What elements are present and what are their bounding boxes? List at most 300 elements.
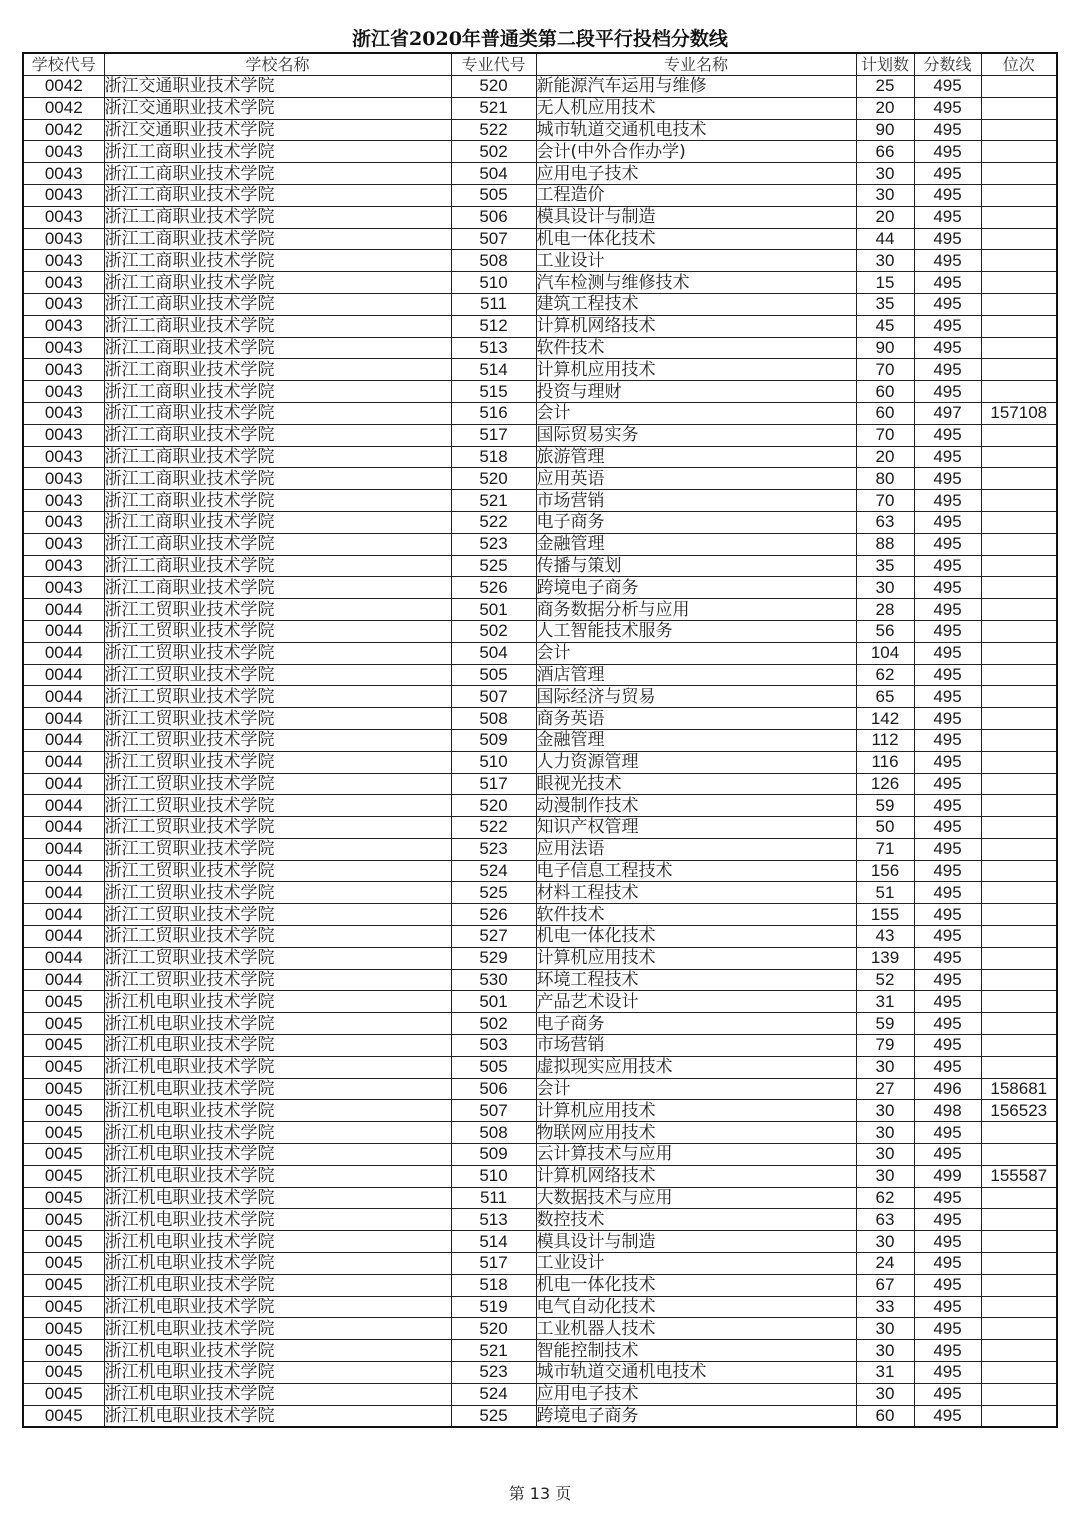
cell-school-code: 0045 (23, 991, 104, 1013)
cell-major-code: 525 (451, 1405, 536, 1427)
cell-major-code: 505 (451, 1056, 536, 1078)
cell-school-code: 0045 (23, 1165, 104, 1187)
table-row (23, 642, 1057, 664)
cell-school-name: 浙江机电职业技术学院 (104, 1100, 451, 1122)
cell-school-code: 0045 (23, 1253, 104, 1275)
cell-plan-count: 50 (856, 817, 914, 839)
cell-score-line: 495 (914, 1209, 981, 1231)
cell-school-name: 浙江工贸职业技术学院 (104, 642, 451, 664)
table-row (23, 184, 1057, 206)
table-row (23, 250, 1057, 272)
cell-rank: 158681 (981, 1078, 1057, 1100)
cell-major-code: 522 (451, 119, 536, 141)
cell-rank (981, 468, 1057, 490)
cell-school-code: 0045 (23, 1100, 104, 1122)
cell-major-code: 520 (451, 468, 536, 490)
cell-rank (981, 773, 1057, 795)
cell-rank: 156523 (981, 1100, 1057, 1122)
cell-rank (981, 1144, 1057, 1166)
cell-score-line: 495 (914, 904, 981, 926)
cell-school-code: 0042 (23, 119, 104, 141)
cell-plan-count: 15 (856, 272, 914, 294)
cell-major-name: 机电一体化技术 (536, 926, 856, 948)
cell-major-name: 会计 (536, 1078, 856, 1100)
cell-rank (981, 1405, 1057, 1427)
cell-school-name: 浙江工商职业技术学院 (104, 359, 451, 381)
cell-school-name: 浙江机电职业技术学院 (104, 1035, 451, 1057)
cell-major-name: 机电一体化技术 (536, 1274, 856, 1296)
cell-score-line: 495 (914, 1296, 981, 1318)
cell-score-line: 495 (914, 1035, 981, 1057)
cell-rank (981, 228, 1057, 250)
cell-major-name: 工业设计 (536, 1253, 856, 1275)
cell-major-name: 虚拟现实应用技术 (536, 1056, 856, 1078)
cell-rank (981, 1035, 1057, 1057)
table-row (23, 882, 1057, 904)
cell-major-name: 跨境电子商务 (536, 577, 856, 599)
table-row (23, 315, 1057, 337)
cell-major-name: 城市轨道交通机电技术 (536, 119, 856, 141)
score-table (22, 52, 1058, 1428)
cell-score-line: 495 (914, 250, 981, 272)
cell-school-code: 0045 (23, 1144, 104, 1166)
table-row (23, 1187, 1057, 1209)
cell-school-code: 0042 (23, 76, 104, 98)
cell-score-line: 499 (914, 1165, 981, 1187)
table-row (23, 359, 1057, 381)
cell-rank (981, 359, 1057, 381)
document-title: 浙江省2020年普通类第二段平行投档分数线 (352, 28, 728, 50)
cell-major-code: 524 (451, 860, 536, 882)
header-school-code: 学校代号 (23, 53, 104, 76)
cell-school-code: 0043 (23, 402, 104, 424)
table-row (23, 795, 1057, 817)
table-row (23, 293, 1057, 315)
cell-plan-count: 142 (856, 708, 914, 730)
cell-school-name: 浙江工商职业技术学院 (104, 577, 451, 599)
cell-plan-count: 30 (856, 1318, 914, 1340)
cell-score-line: 495 (914, 293, 981, 315)
cell-score-line: 495 (914, 1187, 981, 1209)
cell-plan-count: 63 (856, 1209, 914, 1231)
cell-major-code: 518 (451, 1274, 536, 1296)
table-row (23, 577, 1057, 599)
cell-school-name: 浙江工商职业技术学院 (104, 337, 451, 359)
cell-rank (981, 337, 1057, 359)
cell-rank (981, 1187, 1057, 1209)
cell-school-name: 浙江工商职业技术学院 (104, 293, 451, 315)
cell-plan-count: 30 (856, 1144, 914, 1166)
cell-rank: 155587 (981, 1165, 1057, 1187)
cell-plan-count: 28 (856, 599, 914, 621)
cell-major-code: 506 (451, 1078, 536, 1100)
table-row (23, 991, 1057, 1013)
cell-major-code: 508 (451, 708, 536, 730)
cell-school-code: 0042 (23, 97, 104, 119)
cell-major-code: 508 (451, 1122, 536, 1144)
cell-major-code: 511 (451, 293, 536, 315)
cell-school-name: 浙江机电职业技术学院 (104, 1362, 451, 1384)
table-row (23, 708, 1057, 730)
cell-major-name: 模具设计与制造 (536, 1231, 856, 1253)
cell-rank (981, 1340, 1057, 1362)
cell-major-name: 金融管理 (536, 729, 856, 751)
cell-major-name: 酒店管理 (536, 664, 856, 686)
cell-school-name: 浙江工贸职业技术学院 (104, 729, 451, 751)
cell-school-code: 0043 (23, 315, 104, 337)
cell-school-code: 0044 (23, 708, 104, 730)
cell-major-name: 城市轨道交通机电技术 (536, 1362, 856, 1384)
cell-school-code: 0045 (23, 1405, 104, 1427)
cell-major-code: 509 (451, 1144, 536, 1166)
cell-rank (981, 1274, 1057, 1296)
cell-major-name: 会计(中外合作办学) (536, 141, 856, 163)
cell-score-line: 495 (914, 1253, 981, 1275)
cell-major-code: 505 (451, 184, 536, 206)
cell-school-code: 0044 (23, 664, 104, 686)
table-row (23, 1405, 1057, 1427)
cell-school-name: 浙江工贸职业技术学院 (104, 926, 451, 948)
cell-major-name: 市场营销 (536, 1035, 856, 1057)
cell-school-name: 浙江工商职业技术学院 (104, 533, 451, 555)
cell-school-name: 浙江工商职业技术学院 (104, 424, 451, 446)
cell-school-name: 浙江工商职业技术学院 (104, 381, 451, 403)
table-row (23, 926, 1057, 948)
table-row (23, 1296, 1057, 1318)
table-row (23, 773, 1057, 795)
cell-school-code: 0044 (23, 642, 104, 664)
cell-school-code: 0045 (23, 1231, 104, 1253)
cell-major-code: 522 (451, 511, 536, 533)
table-row (23, 1013, 1057, 1035)
table-row (23, 555, 1057, 577)
cell-major-name: 跨境电子商务 (536, 1405, 856, 1427)
cell-plan-count: 24 (856, 1253, 914, 1275)
cell-rank (981, 751, 1057, 773)
cell-plan-count: 27 (856, 1078, 914, 1100)
cell-school-name: 浙江工商职业技术学院 (104, 402, 451, 424)
cell-major-code: 514 (451, 1231, 536, 1253)
cell-school-code: 0043 (23, 424, 104, 446)
cell-score-line: 495 (914, 686, 981, 708)
cell-major-code: 512 (451, 315, 536, 337)
cell-school-name: 浙江机电职业技术学院 (104, 1209, 451, 1231)
cell-score-line: 495 (914, 184, 981, 206)
cell-score-line: 495 (914, 1144, 981, 1166)
table-row (23, 1035, 1057, 1057)
cell-major-code: 517 (451, 424, 536, 446)
cell-plan-count: 30 (856, 1122, 914, 1144)
cell-plan-count: 112 (856, 729, 914, 751)
cell-rank (981, 664, 1057, 686)
cell-school-name: 浙江工贸职业技术学院 (104, 817, 451, 839)
cell-major-code: 502 (451, 141, 536, 163)
cell-score-line: 495 (914, 1231, 981, 1253)
cell-school-code: 0045 (23, 1122, 104, 1144)
table-header (23, 53, 1057, 76)
cell-plan-count: 63 (856, 511, 914, 533)
header-plan-count: 计划数 (856, 53, 914, 76)
cell-score-line: 495 (914, 860, 981, 882)
cell-score-line: 495 (914, 119, 981, 141)
cell-plan-count: 60 (856, 1405, 914, 1427)
cell-rank (981, 1296, 1057, 1318)
cell-major-code: 522 (451, 817, 536, 839)
cell-plan-count: 25 (856, 76, 914, 98)
table-body (23, 76, 1057, 1428)
cell-rank (981, 817, 1057, 839)
cell-major-code: 507 (451, 686, 536, 708)
table-row (23, 838, 1057, 860)
cell-school-name: 浙江工商职业技术学院 (104, 446, 451, 468)
cell-rank (981, 1253, 1057, 1275)
cell-major-code: 519 (451, 1296, 536, 1318)
cell-school-name: 浙江工贸职业技术学院 (104, 708, 451, 730)
cell-plan-count: 67 (856, 1274, 914, 1296)
cell-score-line: 495 (914, 490, 981, 512)
cell-score-line: 495 (914, 424, 981, 446)
cell-plan-count: 31 (856, 1362, 914, 1384)
cell-plan-count: 70 (856, 424, 914, 446)
cell-school-name: 浙江工贸职业技术学院 (104, 620, 451, 642)
cell-school-code: 0044 (23, 882, 104, 904)
cell-school-name: 浙江工商职业技术学院 (104, 490, 451, 512)
cell-major-name: 动漫制作技术 (536, 795, 856, 817)
cell-plan-count: 60 (856, 381, 914, 403)
cell-school-name: 浙江机电职业技术学院 (104, 1318, 451, 1340)
table-row (23, 424, 1057, 446)
cell-plan-count: 30 (856, 163, 914, 185)
cell-school-name: 浙江工贸职业技术学院 (104, 969, 451, 991)
cell-major-code: 523 (451, 1362, 536, 1384)
cell-major-code: 504 (451, 642, 536, 664)
cell-major-name: 金融管理 (536, 533, 856, 555)
cell-score-line: 496 (914, 1078, 981, 1100)
cell-major-name: 国际贸易实务 (536, 424, 856, 446)
cell-rank (981, 163, 1057, 185)
cell-rank (981, 1013, 1057, 1035)
cell-rank (981, 969, 1057, 991)
cell-rank (981, 947, 1057, 969)
cell-score-line: 495 (914, 577, 981, 599)
cell-major-name: 无人机应用技术 (536, 97, 856, 119)
cell-major-code: 515 (451, 381, 536, 403)
cell-major-name: 物联网应用技术 (536, 1122, 856, 1144)
table-row (23, 272, 1057, 294)
cell-major-name: 机电一体化技术 (536, 228, 856, 250)
cell-plan-count: 59 (856, 1013, 914, 1035)
cell-major-code: 507 (451, 1100, 536, 1122)
cell-school-name: 浙江工商职业技术学院 (104, 250, 451, 272)
cell-rank (981, 1209, 1057, 1231)
cell-score-line: 498 (914, 1100, 981, 1122)
cell-school-name: 浙江机电职业技术学院 (104, 1340, 451, 1362)
cell-school-code: 0044 (23, 686, 104, 708)
table-row (23, 664, 1057, 686)
cell-school-code: 0043 (23, 577, 104, 599)
table-row (23, 141, 1057, 163)
table-row (23, 1274, 1057, 1296)
cell-major-name: 电气自动化技术 (536, 1296, 856, 1318)
cell-school-name: 浙江机电职业技术学院 (104, 1165, 451, 1187)
cell-plan-count: 66 (856, 141, 914, 163)
table-row (23, 817, 1057, 839)
cell-school-name: 浙江机电职业技术学院 (104, 1078, 451, 1100)
cell-major-name: 知识产权管理 (536, 817, 856, 839)
cell-major-name: 市场营销 (536, 490, 856, 512)
cell-school-name: 浙江工贸职业技术学院 (104, 838, 451, 860)
cell-rank (981, 599, 1057, 621)
cell-major-name: 智能控制技术 (536, 1340, 856, 1362)
cell-major-code: 523 (451, 838, 536, 860)
table-row (23, 533, 1057, 555)
cell-school-code: 0043 (23, 490, 104, 512)
cell-major-code: 521 (451, 1340, 536, 1362)
cell-school-name: 浙江交通职业技术学院 (104, 119, 451, 141)
cell-rank (981, 882, 1057, 904)
cell-score-line: 495 (914, 926, 981, 948)
table-row (23, 119, 1057, 141)
cell-major-code: 520 (451, 795, 536, 817)
cell-major-code: 517 (451, 773, 536, 795)
cell-school-name: 浙江工商职业技术学院 (104, 555, 451, 577)
table-row (23, 729, 1057, 751)
cell-plan-count: 59 (856, 795, 914, 817)
cell-school-name: 浙江工贸职业技术学院 (104, 947, 451, 969)
cell-major-name: 应用电子技术 (536, 163, 856, 185)
cell-major-name: 投资与理财 (536, 381, 856, 403)
cell-major-name: 人工智能技术服务 (536, 620, 856, 642)
cell-school-name: 浙江工贸职业技术学院 (104, 860, 451, 882)
cell-school-code: 0043 (23, 533, 104, 555)
cell-plan-count: 62 (856, 664, 914, 686)
cell-school-name: 浙江机电职业技术学院 (104, 1144, 451, 1166)
cell-school-code: 0043 (23, 250, 104, 272)
cell-school-name: 浙江机电职业技术学院 (104, 1122, 451, 1144)
cell-school-name: 浙江机电职业技术学院 (104, 1274, 451, 1296)
cell-major-name: 计算机应用技术 (536, 1100, 856, 1122)
cell-rank (981, 642, 1057, 664)
cell-rank (981, 729, 1057, 751)
cell-school-name: 浙江工商职业技术学院 (104, 163, 451, 185)
cell-score-line: 495 (914, 1056, 981, 1078)
cell-rank (981, 555, 1057, 577)
cell-school-name: 浙江机电职业技术学院 (104, 1231, 451, 1253)
cell-major-name: 计算机网络技术 (536, 1165, 856, 1187)
cell-major-name: 环境工程技术 (536, 969, 856, 991)
cell-major-code: 510 (451, 272, 536, 294)
cell-rank (981, 272, 1057, 294)
cell-major-name: 会计 (536, 402, 856, 424)
cell-major-name: 材料工程技术 (536, 882, 856, 904)
cell-score-line: 495 (914, 1318, 981, 1340)
table-row (23, 228, 1057, 250)
table-row (23, 969, 1057, 991)
cell-major-code: 530 (451, 969, 536, 991)
cell-major-name: 汽车检测与维修技术 (536, 272, 856, 294)
cell-major-code: 503 (451, 1035, 536, 1057)
header-score-line: 分数线 (914, 53, 981, 76)
cell-major-name: 电子信息工程技术 (536, 860, 856, 882)
cell-score-line: 495 (914, 1013, 981, 1035)
cell-score-line: 495 (914, 141, 981, 163)
cell-major-name: 工业设计 (536, 250, 856, 272)
cell-school-name: 浙江工商职业技术学院 (104, 184, 451, 206)
table-row (23, 163, 1057, 185)
cell-school-code: 0044 (23, 947, 104, 969)
cell-major-code: 510 (451, 751, 536, 773)
cell-major-code: 513 (451, 1209, 536, 1231)
cell-major-name: 软件技术 (536, 904, 856, 926)
cell-plan-count: 126 (856, 773, 914, 795)
cell-plan-count: 45 (856, 315, 914, 337)
cell-school-code: 0045 (23, 1318, 104, 1340)
cell-school-code: 0043 (23, 272, 104, 294)
cell-score-line: 495 (914, 642, 981, 664)
cell-school-name: 浙江工贸职业技术学院 (104, 686, 451, 708)
cell-plan-count: 52 (856, 969, 914, 991)
cell-school-code: 0043 (23, 468, 104, 490)
cell-school-name: 浙江机电职业技术学院 (104, 1056, 451, 1078)
cell-major-code: 525 (451, 555, 536, 577)
cell-score-line: 495 (914, 446, 981, 468)
cell-score-line: 495 (914, 795, 981, 817)
cell-major-code: 506 (451, 206, 536, 228)
cell-plan-count: 65 (856, 686, 914, 708)
cell-plan-count: 71 (856, 838, 914, 860)
cell-rank (981, 577, 1057, 599)
cell-major-name: 模具设计与制造 (536, 206, 856, 228)
cell-score-line: 495 (914, 1122, 981, 1144)
header-rank: 位次 (981, 53, 1057, 76)
cell-score-line: 495 (914, 751, 981, 773)
cell-rank (981, 184, 1057, 206)
table-row (23, 206, 1057, 228)
cell-school-name: 浙江工商职业技术学院 (104, 228, 451, 250)
cell-rank (981, 904, 1057, 926)
cell-major-name: 工业机器人技术 (536, 1318, 856, 1340)
cell-major-name: 计算机应用技术 (536, 359, 856, 381)
cell-school-name: 浙江工贸职业技术学院 (104, 882, 451, 904)
cell-score-line: 495 (914, 228, 981, 250)
cell-rank (981, 1362, 1057, 1384)
cell-school-code: 0045 (23, 1035, 104, 1057)
cell-rank (981, 293, 1057, 315)
cell-school-code: 0044 (23, 620, 104, 642)
cell-major-code: 514 (451, 359, 536, 381)
header-major-code: 专业代号 (451, 53, 536, 76)
cell-school-name: 浙江工贸职业技术学院 (104, 751, 451, 773)
table-row (23, 1056, 1057, 1078)
cell-major-name: 工程造价 (536, 184, 856, 206)
cell-plan-count: 20 (856, 206, 914, 228)
table-row (23, 1078, 1057, 1100)
cell-score-line: 495 (914, 664, 981, 686)
cell-school-code: 0044 (23, 904, 104, 926)
cell-school-code: 0045 (23, 1187, 104, 1209)
cell-major-name: 传播与策划 (536, 555, 856, 577)
cell-school-code: 0044 (23, 860, 104, 882)
table-row (23, 1209, 1057, 1231)
cell-school-code: 0043 (23, 293, 104, 315)
cell-score-line: 495 (914, 381, 981, 403)
cell-score-line: 495 (914, 97, 981, 119)
cell-major-name: 应用英语 (536, 468, 856, 490)
cell-rank (981, 446, 1057, 468)
cell-score-line: 495 (914, 838, 981, 860)
table-row (23, 947, 1057, 969)
cell-school-code: 0044 (23, 969, 104, 991)
